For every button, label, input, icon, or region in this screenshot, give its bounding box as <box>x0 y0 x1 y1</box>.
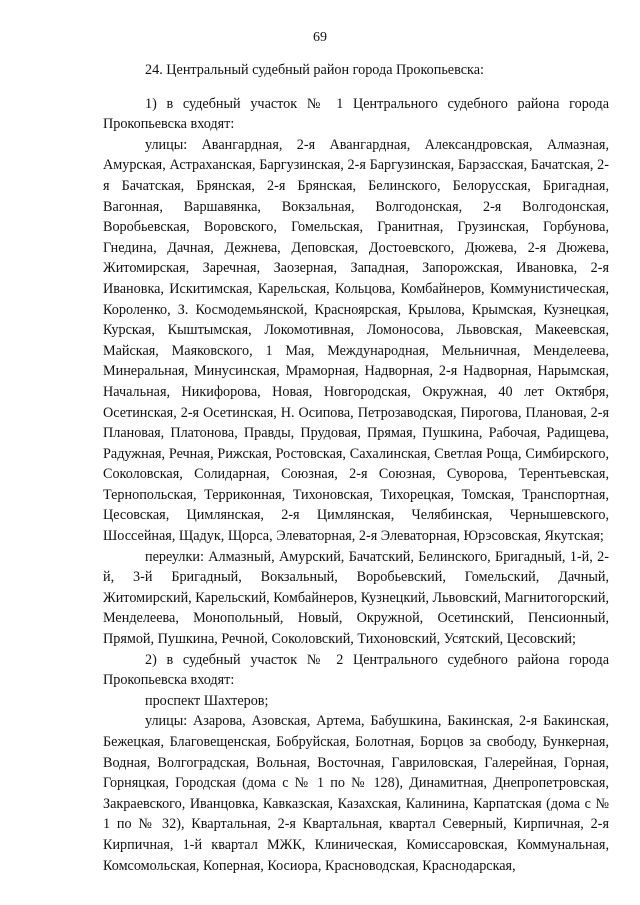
page-number: 69 <box>313 30 327 45</box>
district-2-intro: 2) в судебный участок № 2 Центрального судебного района города Прокопьевска входят: <box>103 651 609 689</box>
district-1-intro: 1) в судебный участок № 1 Центрального судебного района города Прокопьевска входят: <box>103 95 609 133</box>
document-body <box>103 60 609 876</box>
district-2-prospect: проспект Шахтеров; <box>145 692 269 709</box>
district-1-lanes: переулки: Алмазный, Амурский, Бачатский, Белинского, Бригадный, 1-й, 2-й, 3-й Бригадный, Вокзальный, Воробьевский, Гомельский, Дачный, Житомирский, Карельский, Комбайнеров, Кузнецкий, Львовский, Магнитогорский, Менделеева, Монопольный, Новый, Окружной, Осетинский, Пенсионный, Прямой, Пушкина, Речной, Соколовский, Тихоновский, Усятский, Цесовский; <box>103 548 610 648</box>
district-2-streets: улицы: Азарова, Азовская, Артема, Бабушкина, Бакинская, 2-я Бакинская, Бежецкая, Благовещенская, Бобруйская, Болотная, Борцов за свободу, Бункерная, Водная, Волгоградская, Вольная, Восточная, Гавриловская, Галерейная, Горная, Горняцкая, Городская (дома с № 1 по № 128), Динамитная, Днепропетровская, Закраевского, Иванцовка, Кавказская, Казахская, Калинина, Карпатская (дома с № 1 по № 32), Квартальная, 2-я Квартальная, квартал Северный, Кирпичная, 2-я Кирпичная, 1-й квартал МЖК, Клиническая, Комиссаровская, Коммунальная, Комсомольская, Коперная, Косиора, Красноводская, Краснодарская, <box>103 713 609 874</box>
district-1-streets: улицы: Авангардная, 2-я Авангардная, Александровская, Алмазная, Амурская, Астраханская, Баргузинская, 2-я Баргузинская, Барзасская, Бачатская, 2-я Бачатская, Брянская, 2-я Брянская, Белинского, Белорусская, Бригадная, Вагонная, Варшавянка, Вокзальная, Волгодонская, 2-я Волгодонская, Воробьевская, Воровского, Гомельская, Гранитная, Грузинская, Горбунова, Гнедина, Дачная, Дежнева, Деповская, Достоевского, Дюжева, 2-я Дюжева, Житомирская, Заречная, Заозерная, Западная, Запорожская, Ивановка, 2-я Ивановка, Искитимская, Карельская, Кольцова, Комбайнеров, Коммунистическая, Короленко, З. Космодемьянской, Красноярская, Крылова, Крымская, Кузнецкая, Курская, Кыштымская, Локомотивная, Ломоносова, Львовская, Макеевская, Майская, Маяковского, 1 Мая, Международная, Мельничная, Менделеева, Минеральная, Минусинская, Мраморная, Надворная, 2-я Надворная, Нарымская, Начальная, Никифорова, Новая, Новгородская, Окружная, 40 лет Октября, Осетинская, 2-я Осетинская, Н. Осипова, Петрозаводская, Пирогова, Плановая, 2-я Плановая, Платонова, Правды, Прудовая, Прямая, Пушкина, Рабочая, Радищева, Радужная, Речная, Рижская, Ростовская, Сахалинская, Светлая Роща, Симбирского, Соколовская, Солидарная, Союзная, 2-я Союзная, Суворова, Терентьевская, Тернопольская, Терриконная, Тихоновская, Тихорецкая, Томская, Транспортная, Цесовская, Цимлянская, 2-я Цимлянская, Челябинская, Чернышевского, Шоссейная, Щадук, Щорса, Элеваторная, 2-я Элеваторная, Юрэсовская, Якутская; <box>103 136 609 545</box>
section-heading: 24. Центральный судебный район города Прокопьевска: <box>145 62 484 78</box>
